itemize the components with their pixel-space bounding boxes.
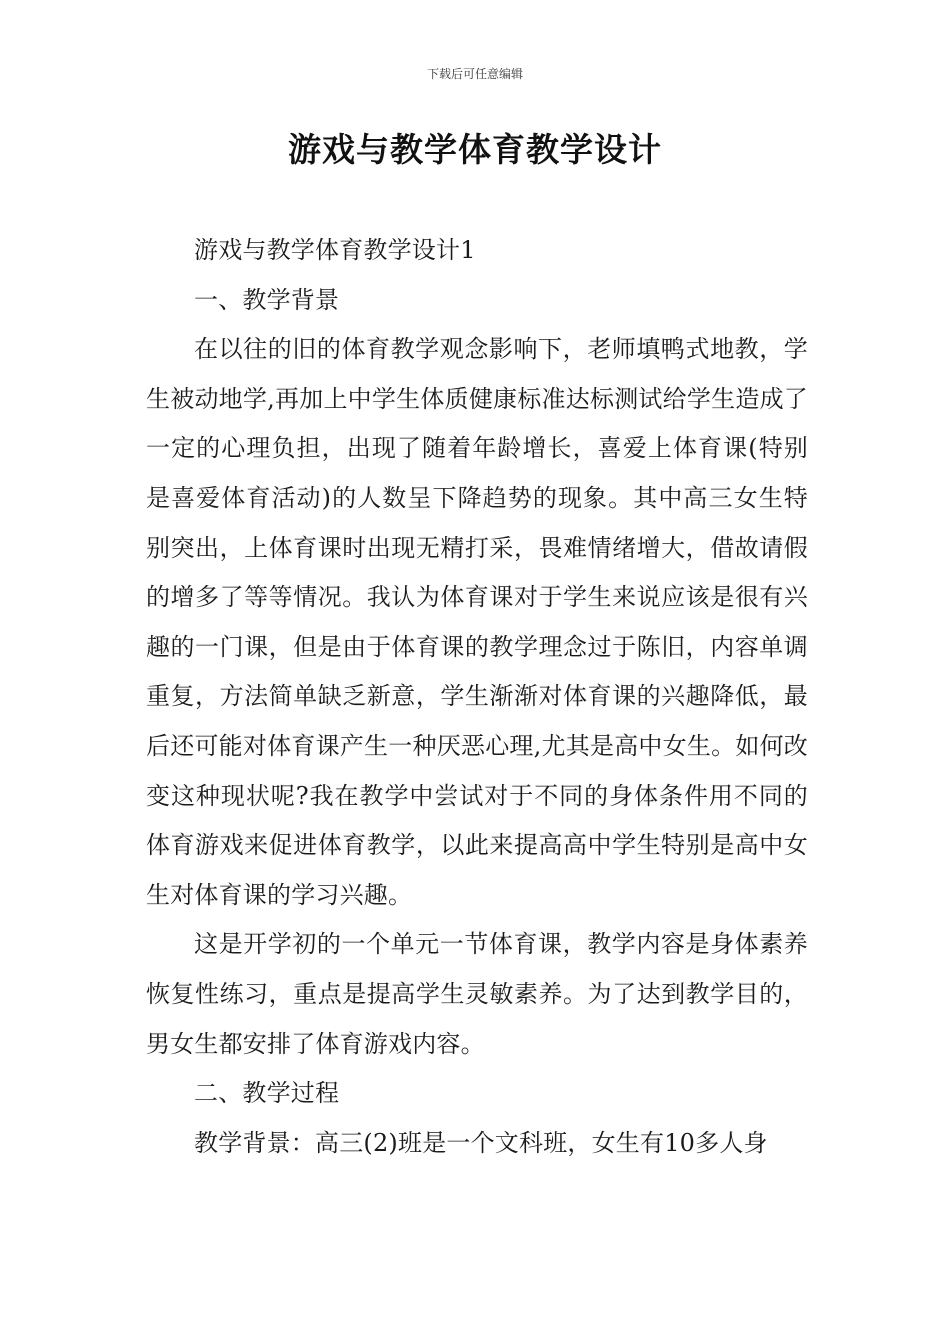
body-paragraph: 在以往的旧的体育教学观念影响下，老师填鸭式地教，学生被动地学,再加上中学生体质健康标准达标测试给学生造成了一定的心理负担，出现了随着年龄增长，喜爱上体育课(特别是喜爱体育活动)的人数呈下降趋势的现象。其中高三女生特别突出，上体育课时出现无精打采，畏难情绪增大，借故请假的增多了等等情况。我认为体育课对于学生来说应该是很有兴趣的一门课，但是由于体育课的教学理念过于陈旧，内容单调重复，方法简单缺乏新意，学生渐渐对体育课的兴趣降低，最后还可能对体育课产生一种厌恶心理,尤其是高中女生。如何改变这种现状呢?我在教学中尝试对于不同的身体条件用不同的体育游戏来促进体育教学，以此来提高高中学生特别是高中女生对体育课的学习兴趣。 [146,335,808,909]
section-heading: 二、教学过程 [194,1079,340,1108]
body-paragraph: 教学背景：高三(2)班是一个文科班，女生有10多人身 [194,1128,768,1157]
document-title: 游戏与教学体育教学设计 [288,130,662,169]
header-note: 下载后可任意编辑 [426,67,523,81]
body-paragraph: 这是开学初的一个单元一节体育课，教学内容是身体素养恢复性练习，重点是提高学生灵敏素养。为了达到教学目的，男女生都安排了体育游戏内容。 [146,930,808,1058]
document-body [146,226,808,1168]
subtitle-paragraph: 游戏与教学体育教学设计1 [194,236,476,264]
section-heading: 一、教学背景 [194,285,340,314]
